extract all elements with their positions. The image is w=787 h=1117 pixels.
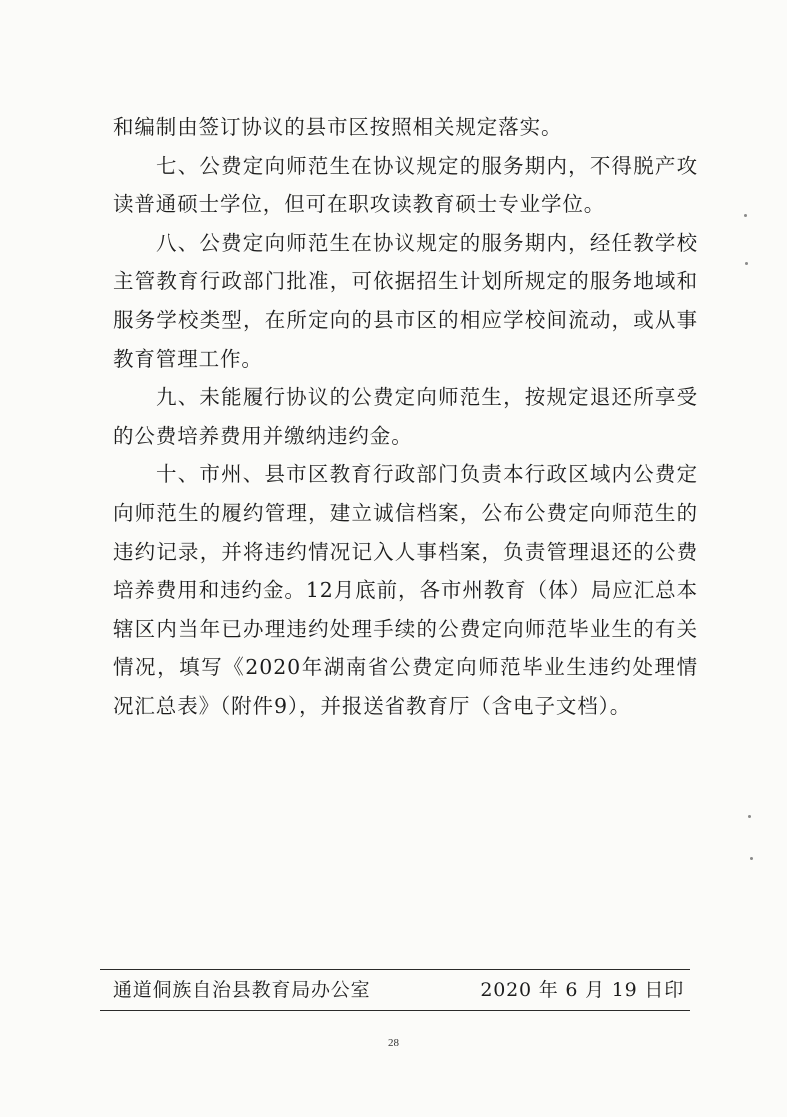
page-number: 28 [388,1037,399,1049]
footer-print-date: 2020 年 6 月 19 日印 [480,979,684,1001]
paragraph-item-7: 七、公费定向师范生在协议规定的服务期内，不得脱产攻读普通硕士学位，但可在职攻读教育硕士专业学位。 [113,153,698,217]
paragraph-item-10: 十、市州、县市区教育行政部门负责本行政区域内公费定向师范生的履约管理，建立诚信档案，公布公费定向师范生的违约记录，并将违约情况记入人事档案，负责管理退还的公费培养费用和违约金。12月底前，各市州教育（体）局应汇总本辖区内当年已办理违约处理手续的公费定向师范毕业生的有关情况，填写《2020年湖南省公费定向师范毕业生违约处理情况汇总表》（附件9），并报送省教育厅（含电子文档）。 [113,462,698,718]
footer-top-rule [100,969,690,970]
scan-speck [750,857,753,860]
scan-speck [745,262,748,265]
document-body [113,108,698,726]
paragraph-item-9: 九、未能履行协议的公费定向师范生，按规定退还所享受的公费培养费用并缴纳违约金。 [113,385,698,448]
paragraph-item-8: 八、公费定向师范生在协议规定的服务期内，经任教学校主管教育行政部门批准，可依据招生计划所规定的服务地域和服务学校类型，在所定向的县市区的相应学校间流动，或从事教育管理工作。 [113,230,698,371]
scan-speck [748,815,751,818]
footer-bottom-rule [100,1010,690,1011]
footer-issuer: 通道侗族自治县教育局办公室 [113,979,371,1001]
paragraph-continuation: 和编制由签订协议的县市区按照相关规定落实。 [113,115,563,139]
scan-speck [744,214,747,217]
